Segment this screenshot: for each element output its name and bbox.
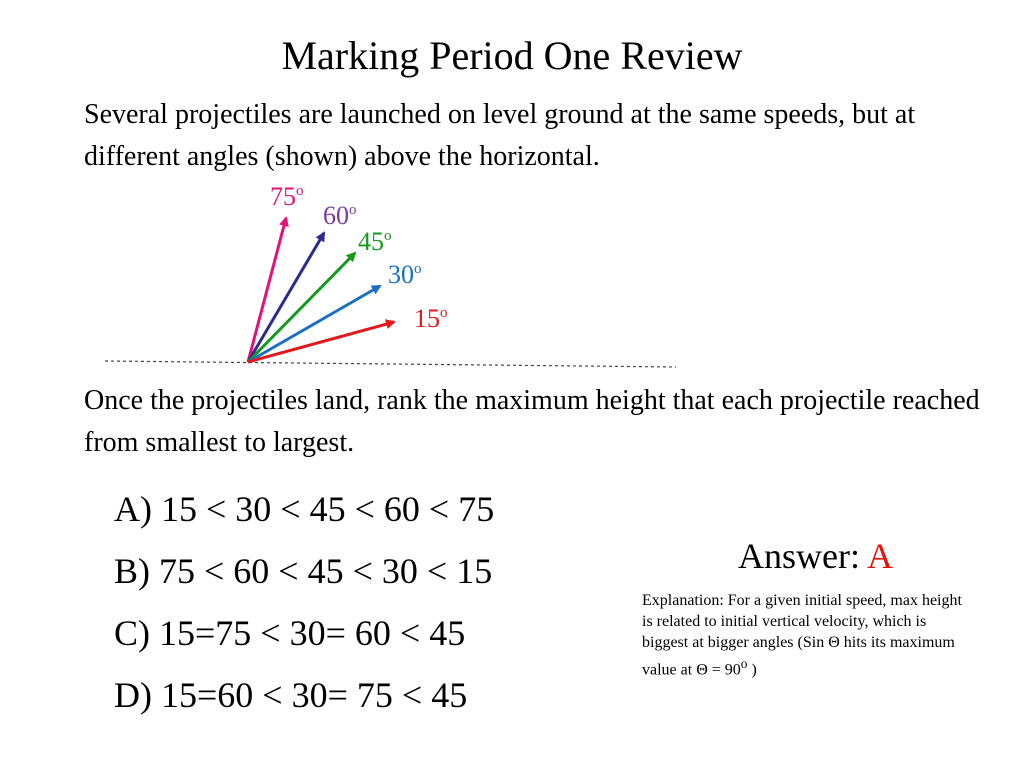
label-75: 75$^o$ (270, 182, 304, 211)
arrow-45 (248, 253, 355, 362)
answer-choices (114, 478, 494, 726)
answer-label: Answer: (738, 536, 860, 576)
arrow-30 (248, 286, 380, 362)
arrow-15 (248, 322, 394, 362)
arrow-60 (248, 233, 324, 362)
choice-d: D) 15=60 < 30= 75 < 45 (114, 675, 468, 715)
explanation-closing: ) (747, 661, 757, 679)
answer-value: A (867, 536, 893, 576)
answer-line (738, 530, 893, 582)
choice-c: C) 15=75 < 30= 60 < 45 (114, 613, 466, 653)
arrow-75 (248, 218, 286, 362)
label-15: 15$^o$ (414, 304, 448, 333)
question-text: Once the projectiles land, rank the maximum height that each projectile reached from smallest to largest. (84, 385, 980, 458)
explanation-body: Explanation: For a given initial speed, max height is related to initial vertical velocity, which is biggest at bigger angles (Sin Θ hits its maximum value at Θ = 90 (642, 592, 962, 679)
intro-text: Several projectiles are launched on level ground at the same speeds, but at different angles (shown) above the horizontal. (84, 99, 916, 172)
explanation-degree-mark: o (740, 656, 748, 671)
label-45: 45$^o$ (358, 227, 392, 256)
ground-line (105, 361, 676, 367)
choice-a: A) 15 < 30 < 45 < 60 < 75 (114, 489, 495, 529)
explanation-text (642, 590, 972, 680)
label-60: 60$^o$ (323, 201, 357, 230)
label-30: 30$^o$ (388, 260, 422, 289)
choice-b: B) 75 < 60 < 45 < 30 < 15 (114, 551, 493, 591)
slide-title: Marking Period One Review (281, 33, 743, 78)
